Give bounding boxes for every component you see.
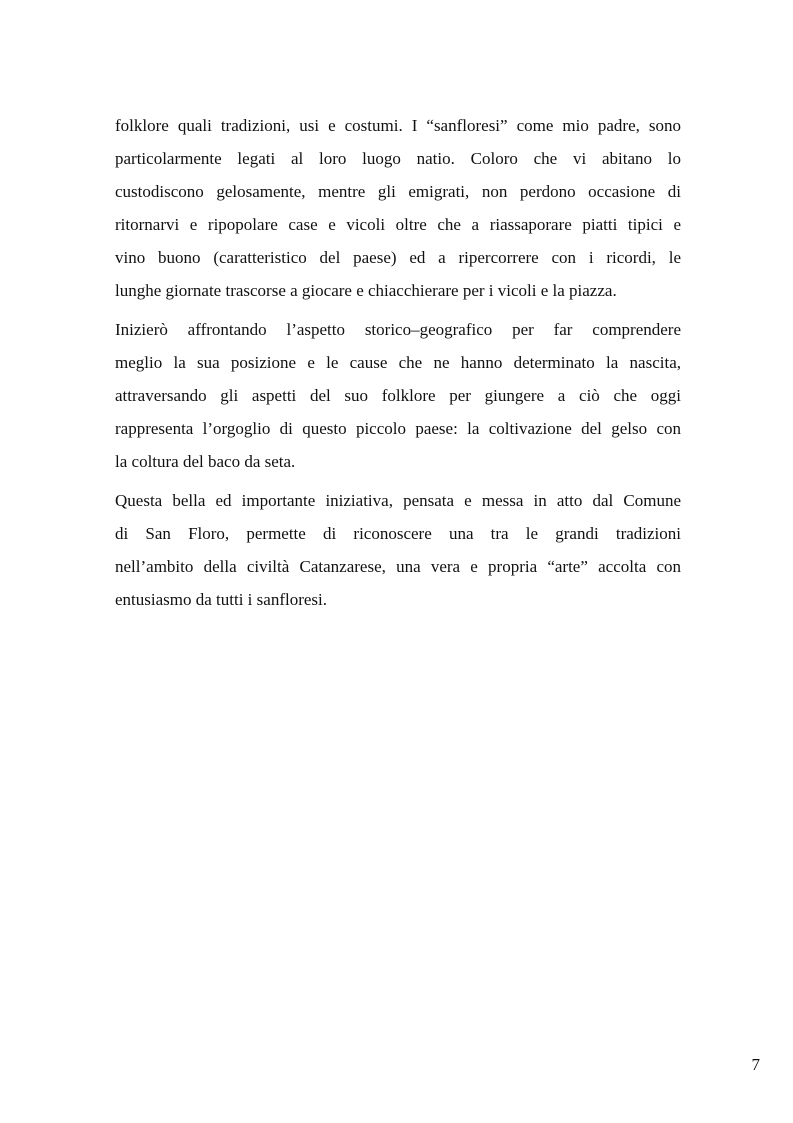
paragraph-line: lunghe giornate trascorse a giocare e chiacchierare per i vicoli e la piazza.	[115, 281, 617, 300]
body-text	[115, 109, 681, 622]
paragraph-2	[115, 313, 681, 478]
paragraph-line: vino buono (caratteristico del paese) ed a ripercorrere con i ricordi, le	[115, 248, 681, 267]
paragraph-line: di San Floro, permette di riconoscere una tra le grandi tradizioni	[115, 524, 681, 543]
paragraph-line: custodiscono gelosamente, mentre gli emigrati, non perdono occasione di	[115, 182, 681, 201]
paragraph-1	[115, 109, 681, 307]
paragraph-line: entusiasmo da tutti i sanfloresi.	[115, 590, 327, 609]
paragraph-line: nell’ambito della civiltà Catanzarese, una vera e propria “arte” accolta con	[115, 557, 681, 576]
page-number: 7	[751, 1055, 760, 1074]
paragraph-line: Questa bella ed importante iniziativa, pensata e messa in atto dal Comune	[115, 491, 681, 510]
paragraph-line: Inizierò affrontando l’aspetto storico–geografico per far comprendere	[115, 320, 681, 339]
paragraph-line: particolarmente legati al loro luogo natio. Coloro che vi abitano lo	[115, 149, 681, 168]
paragraph-line: folklore quali tradizioni, usi e costumi. I “sanfloresi” come mio padre, sono	[115, 116, 681, 135]
paragraph-line: rappresenta l’orgoglio di questo piccolo paese: la coltivazione del gelso con	[115, 419, 681, 438]
paragraph-line: la coltura del baco da seta.	[115, 452, 296, 471]
paragraph-3	[115, 484, 681, 616]
paragraph-line: meglio la sua posizione e le cause che ne hanno determinato la nascita,	[115, 353, 681, 372]
paragraph-line: attraversando gli aspetti del suo folklore per giungere a ciò che oggi	[115, 386, 681, 405]
paragraph-line: ritornarvi e ripopolare case e vicoli oltre che a riassaporare piatti tipici e	[115, 215, 681, 234]
